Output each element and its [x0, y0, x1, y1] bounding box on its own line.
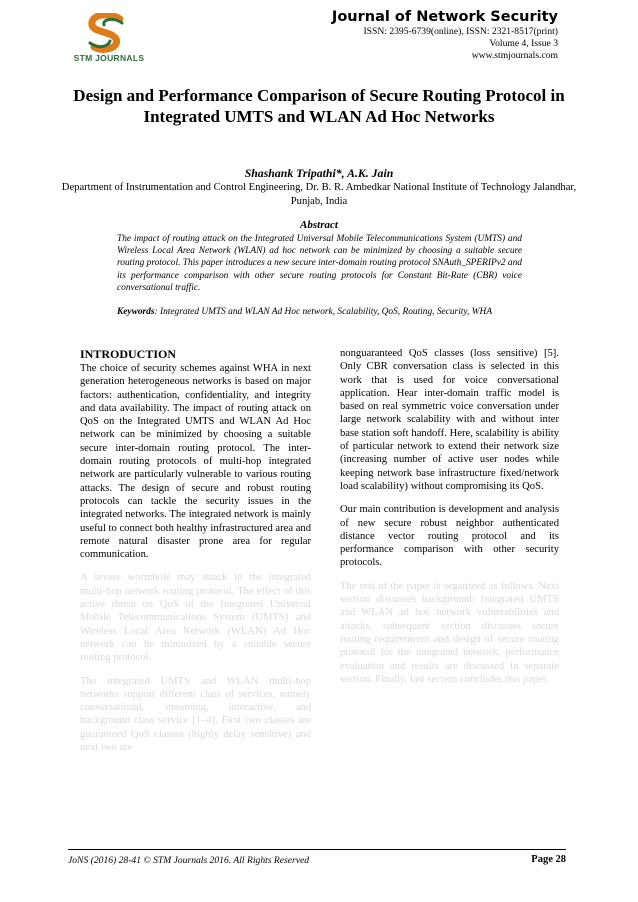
footer-divider — [68, 849, 566, 850]
left-column — [80, 347, 311, 764]
contribution-paragraph: Our main contribution is development and analysis of new secure robust neighbor authenticated distance vector routing protocol and its performance comparison with other security protocols. — [340, 504, 559, 569]
faded-paragraph-3: The rest of the paper is organized as follows. Next section discusses background: integrated UMTS and WLAN ad hoc network vulnerabilities and attacks, subsequent section discusses secure routing requirements and design of secure routing protocol for the integrated network, performance evaluation and results are discussed in separate section. Finally, last section concludes this paper. — [340, 580, 559, 685]
abstract-text: The impact of routing attack on the Integrated Universal Mobile Telecommunications System (UMTS) and Wireless Local Area Network (WLAN) ad hoc network can be minimized by choosing a suitable secure routing protocol. This paper introduces a new secure inter-domain routing protocol SNAuth_SPERIPv2 and its performance comparison with other secure routing protocols for Constant Bit-Rate (CBR) voice conversational traffic. — [117, 234, 522, 293]
abstract-heading: Abstract — [300, 219, 338, 231]
journal-header — [332, 8, 558, 63]
footer-citation: JoNS (2016) 28-41 © STM Journals 2016. All Rights Reserved — [68, 855, 310, 866]
intro-paragraph-2: nonguaranteed QoS classes (loss sensitive) [5]. Only CBR conversation class is selected in this work that is used for voice conversational application. Hear inter-domain traffic model is based on real symmetric voice conversation under large network scalability with and without inter base station soft handoff. Here, scalability is ability of particular network to extend their network size (increasing number of active user nodes while keeping network base infrastructure fixed/network load scalability) without compromising its QoS. — [340, 348, 559, 492]
faded-paragraph-2: The integrated UMTS and WLAN multi-hop networks support different class of services, namely conversational, streaming, interactive, and background class service [1–4]. First two classes are guaranteed QoS classes (highly delay sensitive) and next two are — [80, 675, 311, 754]
paper-authors: Shashank Tripathi*, A.K. Jain — [244, 166, 394, 180]
paper-title: Design and Performance Comparison of Secure Routing Protocol in Integrated UMTS and WLAN Ad Hoc Networks — [73, 86, 565, 126]
keywords-text: : Integrated UMTS and WLAN Ad Hoc network, Scalability, QoS, Routing, Security, WHA — [154, 307, 493, 317]
faded-paragraph-1: A severe wormhole may attack in the integrated multi-hop network routing protocol. The effect of this active threat on QoS of the Integrated Universal Mobile Telecommunications System (UMTS) and Wireless Local Area Network (WLAN) Ad Hoc network can be minimized by a suitable secure routing protocol. — [80, 572, 311, 664]
keywords-label: Keywords — [117, 307, 155, 317]
stm-logo-icon — [68, 13, 150, 55]
page-number: Page 28 — [531, 854, 566, 865]
right-column — [340, 347, 559, 696]
journal-issn: ISSN: 2395-6739(online), ISSN: 2321-8517(print) — [363, 26, 558, 37]
intro-paragraph-1: The choice of security schemes against WHA in next generation heterogeneous networks is based on major factors: authentication, confidentiality, and integrity and data availability. The impact of routing attack on QoS on the Integrated UMTS and WLAN Ad Hoc network can be minimized by choosing a suitable secure inter-domain routing protocol. The inter-domain routing protocols of multi-hop integrated network are particularly vulnerable to various routing attacks. The design of secure and robust routing protocols can tackle the security issues in the integrated networks. The integrated network is mainly useful to connect both healthy infrastructured area and remote natural disaster prone area for regular communication. — [80, 363, 311, 561]
journal-name: Journal of Network Security — [331, 9, 558, 25]
section-heading-introduction: INTRODUCTION — [80, 347, 177, 361]
logo-text: STM JOURNALS — [73, 53, 145, 63]
journal-website: www.stmjournals.com — [471, 50, 558, 62]
journal-volume: Volume 4, Issue 3 — [489, 38, 558, 50]
keywords — [117, 306, 522, 318]
paper-affiliation: Department of Instrumentation and Control Engineering, Dr. B. R. Ambedkar National Institute of Technology Jalandhar, Punjab, India — [61, 182, 577, 207]
stm-journals-logo — [68, 13, 150, 65]
